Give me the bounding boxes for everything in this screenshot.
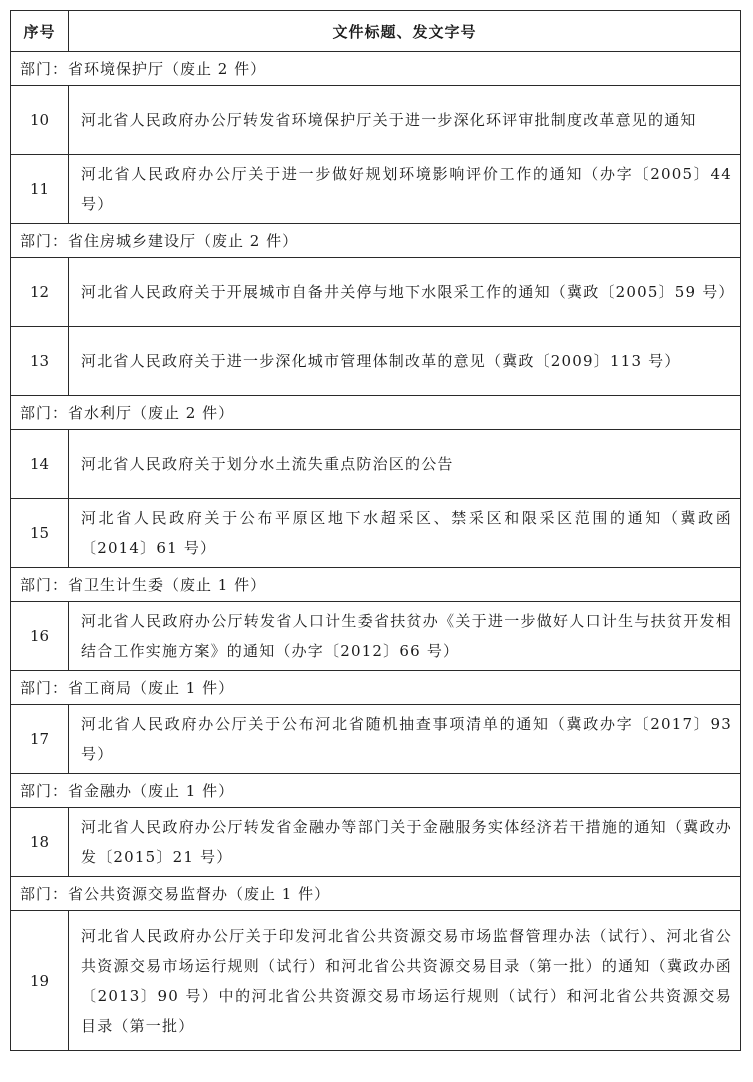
dept-label: 部门：省工商局（废止 1 件） [11,671,741,705]
row-number: 14 [11,430,69,499]
table-row [11,602,741,671]
dept-row [11,52,741,86]
row-number: 13 [11,327,69,396]
document-title: 河北省人民政府关于进一步深化城市管理体制改革的意见（冀政〔2009〕113 号） [69,327,741,396]
document-title: 河北省人民政府办公厅关于进一步做好规划环境影响评价工作的通知（办字〔2005〕44 号） [69,155,741,224]
dept-row [11,224,741,258]
column-header-no: 序号 [11,11,69,52]
row-number: 11 [11,155,69,224]
table-row [11,258,741,327]
document-title: 河北省人民政府办公厅转发省人口计生委省扶贫办《关于进一步做好人口计生与扶贫开发相结合工作实施方案》的通知（办字〔2012〕66 号） [69,602,741,671]
document-table [10,10,741,1051]
document-title: 河北省人民政府办公厅转发省环境保护厅关于进一步深化环评审批制度改革意见的通知 [69,86,741,155]
dept-row [11,568,741,602]
dept-label: 部门：省住房城乡建设厅（废止 2 件） [11,224,741,258]
dept-label: 部门：省金融办（废止 1 件） [11,774,741,808]
document-title: 河北省人民政府办公厅关于公布河北省随机抽查事项清单的通知（冀政办字〔2017〕93 号） [69,705,741,774]
column-header-title: 文件标题、发文字号 [69,11,741,52]
row-number: 16 [11,602,69,671]
table-header-row [11,11,741,52]
dept-row [11,877,741,911]
document-title: 河北省人民政府办公厅转发省金融办等部门关于金融服务实体经济若干措施的通知（冀政办发〔2015〕21 号） [69,808,741,877]
table-row [11,499,741,568]
dept-label: 部门：省水利厅（废止 2 件） [11,396,741,430]
document-title: 河北省人民政府关于公布平原区地下水超采区、禁采区和限采区范围的通知（冀政函〔2014〕61 号） [69,499,741,568]
table-row [11,155,741,224]
row-number: 17 [11,705,69,774]
row-number: 19 [11,911,69,1051]
table-row [11,430,741,499]
table-row [11,808,741,877]
dept-row [11,671,741,705]
table-row [11,705,741,774]
row-number: 18 [11,808,69,877]
dept-row [11,396,741,430]
document-title: 河北省人民政府办公厅关于印发河北省公共资源交易市场监督管理办法（试行）、河北省公共资源交易市场运行规则（试行）和河北省公共资源交易目录（第一批）的通知（冀政办函〔2013〕90 号）中的河北省公共资源交易市场运行规则（试行）和河北省公共资源交易目录（第一批） [69,911,741,1051]
dept-label: 部门：省环境保护厅（废止 2 件） [11,52,741,86]
table-row [11,327,741,396]
row-number: 10 [11,86,69,155]
row-number: 12 [11,258,69,327]
document-title: 河北省人民政府关于开展城市自备井关停与地下水限采工作的通知（冀政〔2005〕59 号） [69,258,741,327]
table-row [11,86,741,155]
dept-label: 部门：省卫生计生委（废止 1 件） [11,568,741,602]
dept-row [11,774,741,808]
row-number: 15 [11,499,69,568]
table-row [11,911,741,1051]
dept-label: 部门：省公共资源交易监督办（废止 1 件） [11,877,741,911]
document-title: 河北省人民政府关于划分水土流失重点防治区的公告 [69,430,741,499]
